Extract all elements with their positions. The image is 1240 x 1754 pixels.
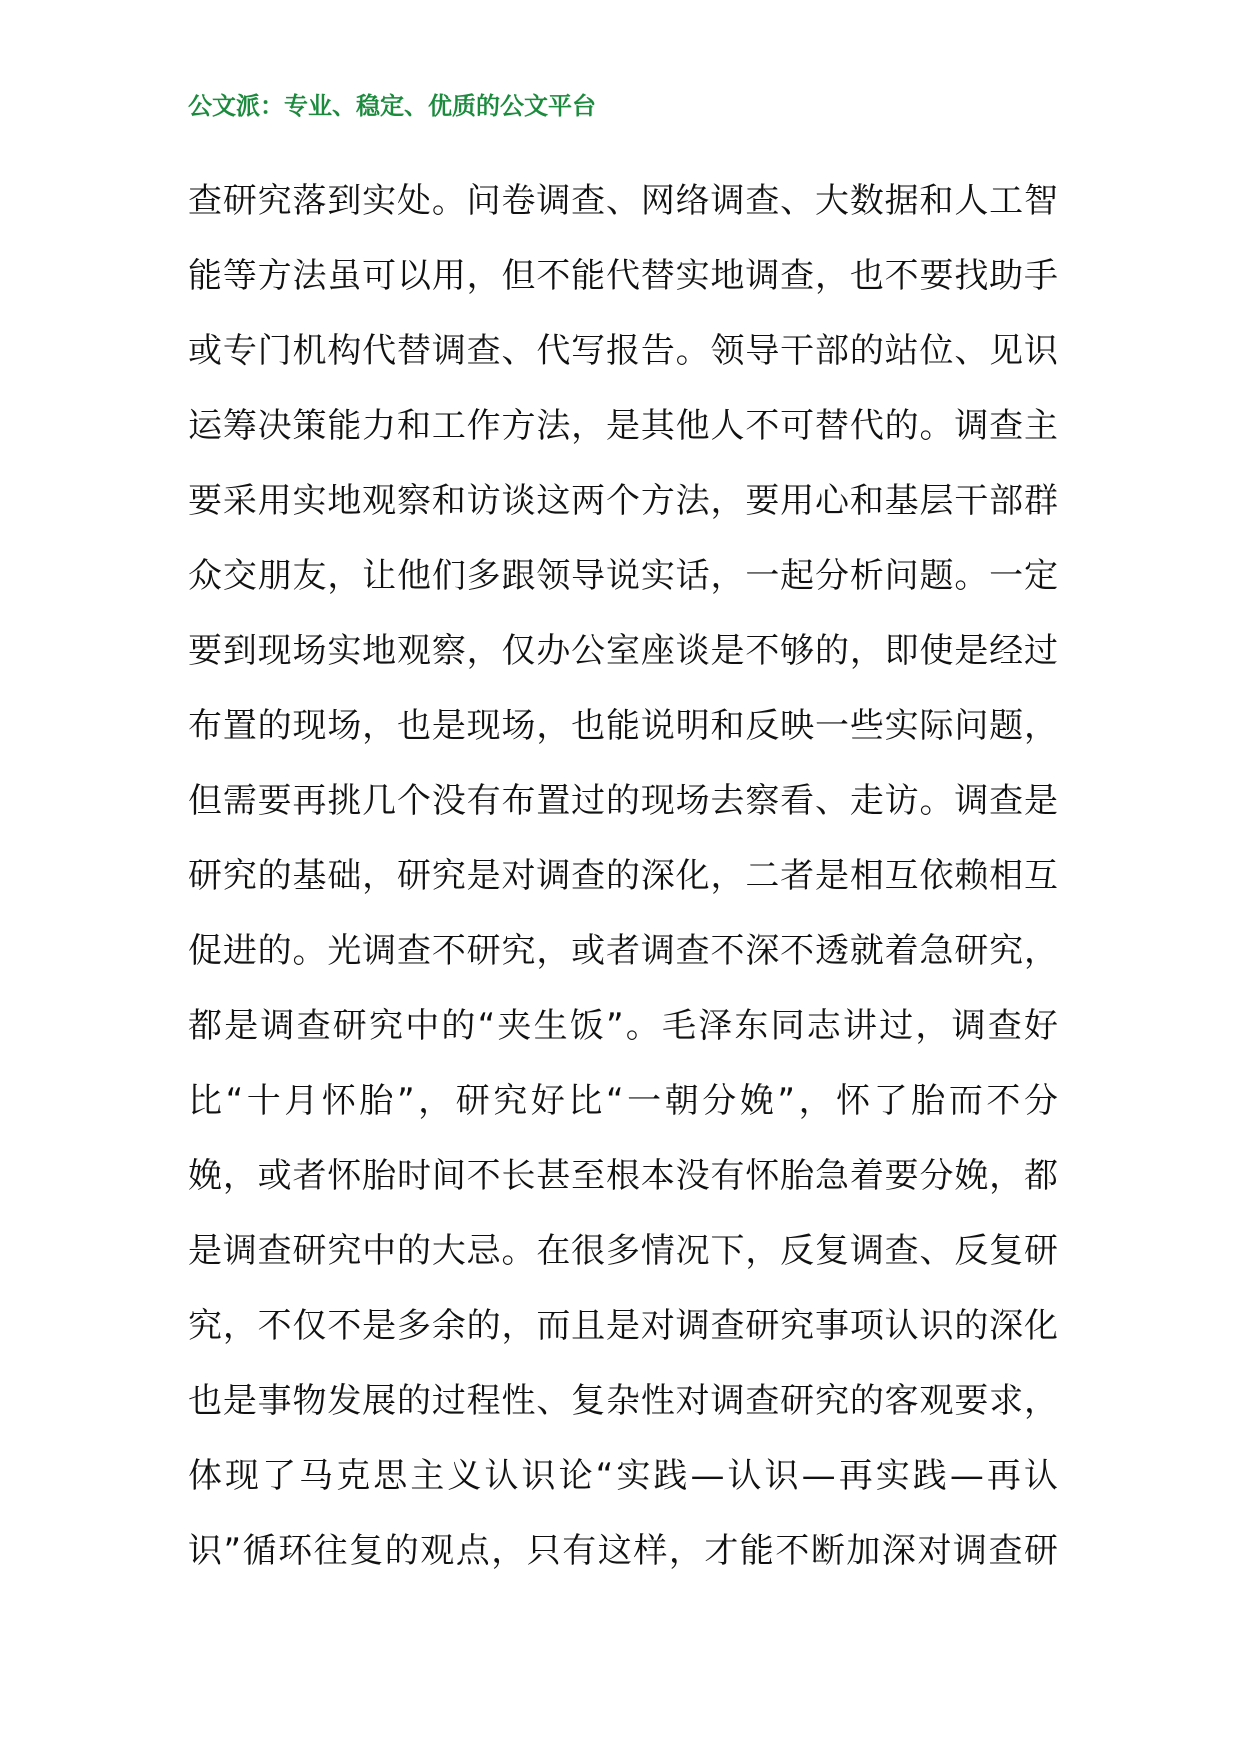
- text-line: 查研究落到实处。问卷调查、网络调查、大数据和人工智: [188, 181, 1058, 221]
- text-line: 也是事物发展的过程性、复杂性对调查研究的客观要求，: [188, 1381, 1058, 1421]
- text-line: 比“十月怀胎”，研究好比“一朝分娩”，怀了胎而不分: [188, 1081, 1058, 1121]
- text-line: 都是调查研究中的“夹生饭”。毛泽东同志讲过，调查好: [188, 1006, 1058, 1046]
- text-line: 是调查研究中的大忌。在很多情况下，反复调查、反复研: [188, 1231, 1058, 1271]
- text-line: 众交朋友，让他们多跟领导说实话，一起分析问题。一定: [188, 556, 1058, 596]
- text-line: 研究的基础，研究是对调查的深化，二者是相互依赖相互: [188, 856, 1058, 896]
- text-line: 或专门机构代替调查、代写报告。领导干部的站位、见识: [188, 331, 1058, 371]
- text-line: 但需要再挑几个没有布置过的现场去察看、走访。调查是: [188, 781, 1058, 821]
- text-line: 要到现场实地观察，仅办公室座谈是不够的，即使是经过: [188, 631, 1058, 671]
- page-header-title: 公文派：专业、稳定、优质的公文平台: [188, 91, 596, 120]
- text-line: 究，不仅不是多余的，而且是对调查研究事项认识的深化: [188, 1306, 1058, 1346]
- body-paragraph: [188, 164, 1058, 1589]
- text-line: 布置的现场，也是现场，也能说明和反映一些实际问题，: [188, 706, 1058, 746]
- text-line: 识”循环往复的观点，只有这样，才能不断加深对调查研: [188, 1531, 1058, 1571]
- text-line: 运筹决策能力和工作方法，是其他人不可替代的。调查主: [188, 406, 1058, 446]
- text-line: 体现了马克思主义认识论“实践—认识—再实践—再认: [188, 1456, 1058, 1496]
- text-line: 娩，或者怀胎时间不长甚至根本没有怀胎急着要分娩，都: [188, 1156, 1058, 1196]
- text-line: 促进的。光调查不研究，或者调查不深不透就着急研究，: [188, 931, 1058, 971]
- text-line: 能等方法虽可以用，但不能代替实地调查，也不要找助手: [188, 256, 1058, 296]
- text-line: 要采用实地观察和访谈这两个方法，要用心和基层干部群: [188, 481, 1058, 521]
